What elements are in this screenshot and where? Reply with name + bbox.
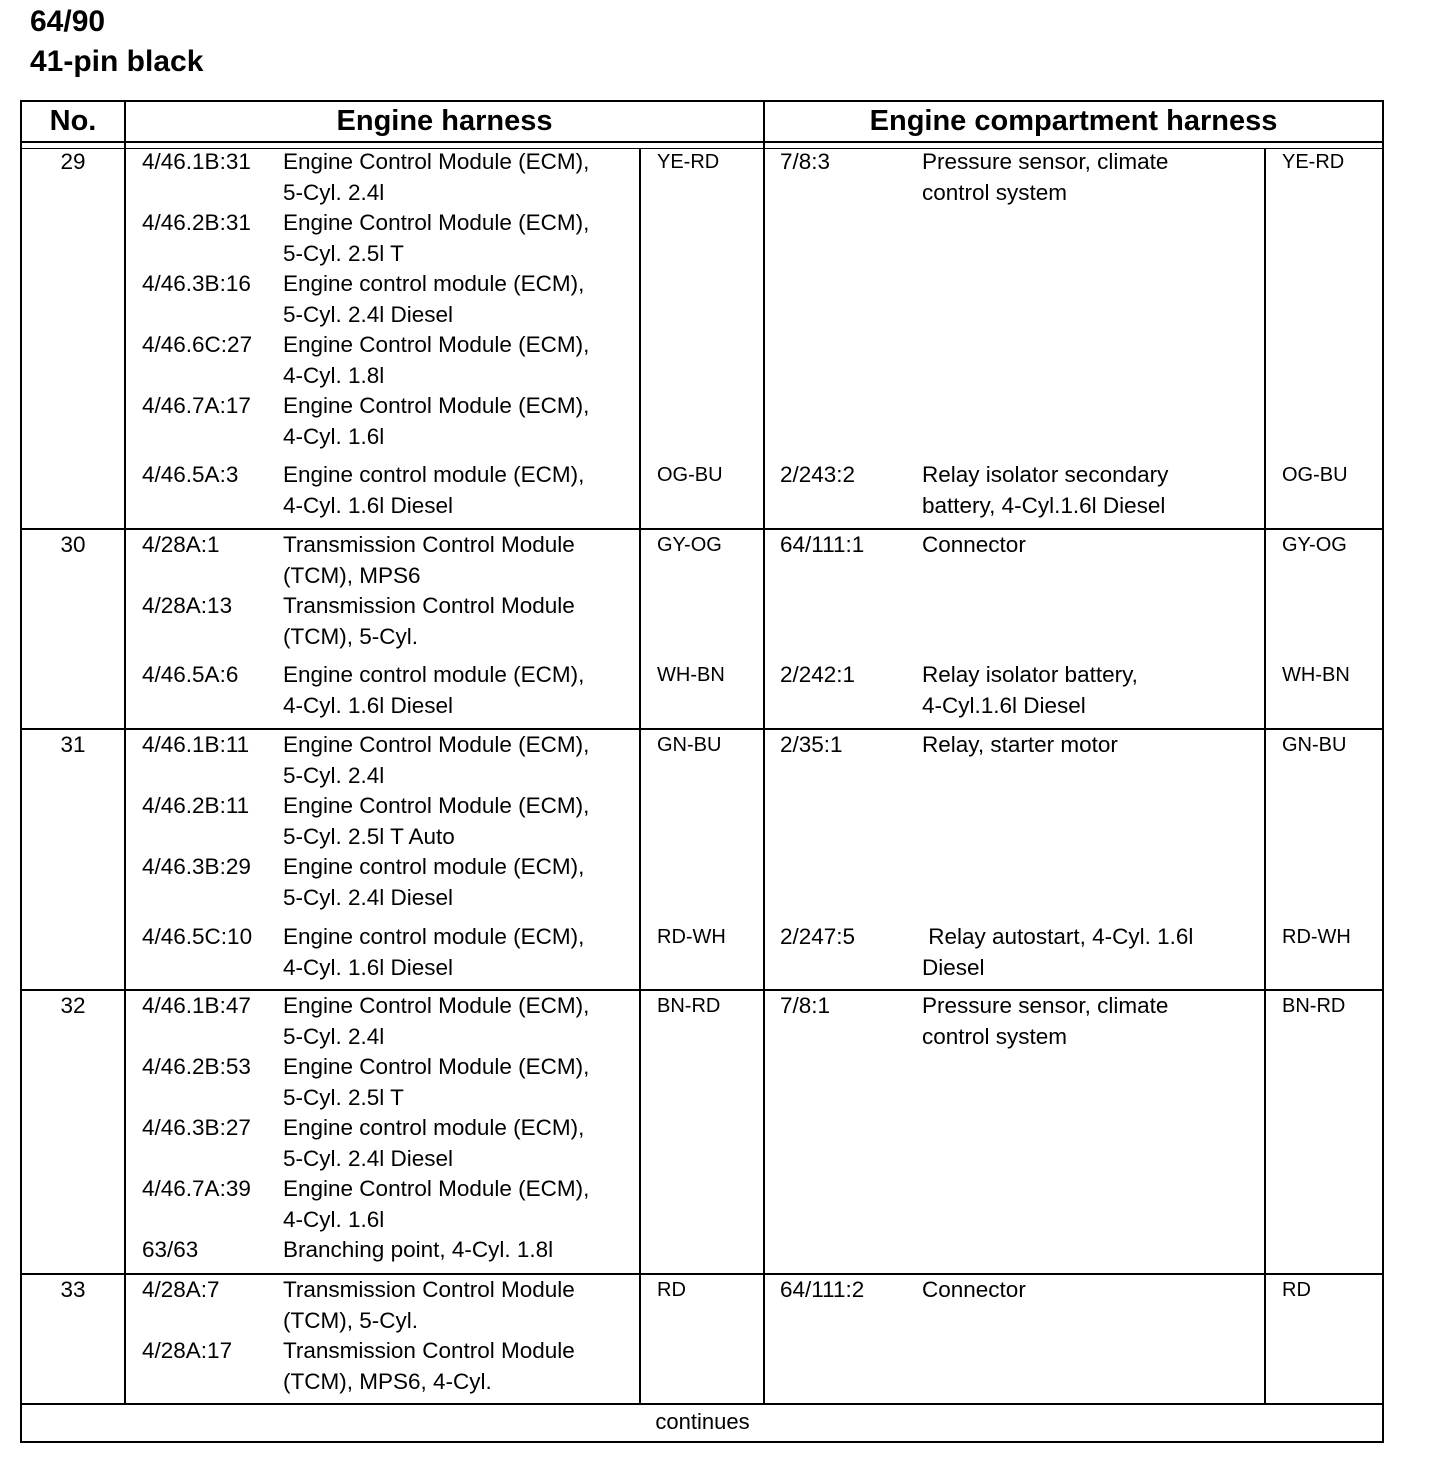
- table-right-border: [1382, 100, 1384, 1443]
- component-desc: Pressure sensor, climate: [922, 149, 1169, 174]
- component-desc: Engine control module (ECM),: [283, 854, 585, 879]
- component-desc: (TCM), 5-Cyl.: [283, 624, 418, 649]
- column-divider: [763, 100, 765, 1404]
- component-desc: Engine control module (ECM),: [283, 462, 585, 487]
- component-desc: Relay isolator battery,: [922, 662, 1138, 687]
- component-desc: 4-Cyl.1.6l Diesel: [922, 693, 1086, 718]
- pin-ref: 7/8:1: [780, 993, 831, 1018]
- wire-color: OG-BU: [657, 464, 723, 486]
- header-engine-compartment-harness: Engine compartment harness: [869, 105, 1278, 137]
- component-desc: 5-Cyl. 2.5l T: [283, 241, 404, 266]
- wire-color: GY-OG: [657, 534, 722, 556]
- component-desc: Engine control module (ECM),: [283, 1115, 585, 1140]
- component-desc: Relay isolator secondary: [922, 462, 1169, 487]
- pin-ref: 4/46.2B:53: [142, 1054, 251, 1079]
- connector-description: 41-pin black: [30, 45, 204, 78]
- pin-ref: 64/111:2: [780, 1277, 865, 1302]
- component-desc: Diesel: [922, 955, 985, 980]
- header-engine-harness: Engine harness: [336, 105, 553, 137]
- component-desc: 4-Cyl. 1.6l: [283, 424, 385, 449]
- pin-ref: 4/46.3B:27: [142, 1115, 251, 1140]
- pin-ref: 4/46.2B:31: [142, 210, 251, 235]
- component-desc: 4-Cyl. 1.6l Diesel: [283, 693, 454, 718]
- wire-color: RD: [1282, 1279, 1311, 1301]
- component-desc: 4-Cyl. 1.6l: [283, 1207, 385, 1232]
- component-desc: Engine Control Module (ECM),: [283, 332, 590, 357]
- pin-ref: 4/46.2B:11: [142, 793, 250, 818]
- row-number: 30: [60, 532, 86, 557]
- wire-color: BN-RD: [657, 995, 721, 1017]
- continues-note: continues: [655, 1409, 750, 1434]
- component-desc: 5-Cyl. 2.5l T: [283, 1085, 404, 1110]
- component-desc: 5-Cyl. 2.4l Diesel: [283, 885, 454, 910]
- wire-color: RD-WH: [657, 926, 726, 948]
- wire-color: WH-BN: [1282, 664, 1350, 686]
- pin-ref: 63/63: [142, 1237, 199, 1262]
- component-desc: 5-Cyl. 2.4l Diesel: [283, 1146, 454, 1171]
- wire-color: YE-RD: [1282, 151, 1345, 173]
- pin-ref: 4/46.1B:31: [142, 149, 251, 174]
- column-divider: [639, 148, 641, 1404]
- row-separator: [21, 1273, 1384, 1275]
- wire-color: BN-RD: [1282, 995, 1346, 1017]
- component-desc: Engine Control Module (ECM),: [283, 1176, 590, 1201]
- wire-color: GN-BU: [657, 734, 722, 756]
- component-desc: (TCM), MPS6: [283, 563, 421, 588]
- component-desc: 5-Cyl. 2.4l: [283, 180, 385, 205]
- pin-ref: 4/46.1B:11: [142, 732, 250, 757]
- column-divider: [1264, 148, 1266, 1404]
- component-desc: 5-Cyl. 2.4l Diesel: [283, 302, 454, 327]
- component-desc: Engine control module (ECM),: [283, 924, 585, 949]
- pin-ref: 4/46.5C:10: [142, 924, 253, 949]
- wire-color: GN-BU: [1282, 734, 1347, 756]
- component-desc: control system: [922, 1024, 1068, 1049]
- row-number: 33: [60, 1277, 86, 1302]
- row-number: 29: [60, 149, 86, 174]
- pin-ref: 4/46.7A:17: [142, 393, 251, 418]
- component-desc: Transmission Control Module: [283, 532, 575, 557]
- pin-ref: 64/111:1: [780, 532, 865, 557]
- component-desc: Transmission Control Module: [283, 593, 575, 618]
- component-desc: Engine control module (ECM),: [283, 662, 585, 687]
- component-desc: 4-Cyl. 1.8l: [283, 363, 385, 388]
- pin-ref: 4/28A:7: [142, 1277, 220, 1302]
- pin-ref: 4/46.5A:6: [142, 662, 239, 687]
- table-left-border: [20, 100, 22, 1443]
- pin-ref: 2/247:5: [780, 924, 856, 949]
- component-desc: Engine Control Module (ECM),: [283, 393, 590, 418]
- wire-color: WH-BN: [657, 664, 725, 686]
- pin-ref: 4/46.3B:29: [142, 854, 251, 879]
- wire-color: RD-WH: [1282, 926, 1351, 948]
- pin-ref: 4/46.5A:3: [142, 462, 239, 487]
- component-desc: (TCM), 5-Cyl.: [283, 1308, 418, 1333]
- component-desc: Transmission Control Module: [283, 1338, 575, 1363]
- component-desc: Connector: [922, 532, 1026, 557]
- wire-color: GY-OG: [1282, 534, 1347, 556]
- component-desc: Relay autostart, 4-Cyl. 1.6l: [922, 924, 1194, 949]
- component-desc: Engine Control Module (ECM),: [283, 210, 590, 235]
- pin-ref: 2/243:2: [780, 462, 856, 487]
- component-desc: 5-Cyl. 2.4l: [283, 763, 385, 788]
- component-desc: Connector: [922, 1277, 1026, 1302]
- component-desc: 4-Cyl. 1.6l Diesel: [283, 493, 454, 518]
- connector-id: 64/90: [30, 5, 106, 38]
- row-number: 32: [60, 993, 86, 1018]
- pin-ref: 2/242:1: [780, 662, 856, 687]
- component-desc: (TCM), MPS6, 4-Cyl.: [283, 1369, 492, 1394]
- component-desc: Engine Control Module (ECM),: [283, 732, 590, 757]
- pin-ref: 4/46.6C:27: [142, 332, 253, 357]
- pin-ref: 4/28A:17: [142, 1338, 233, 1363]
- component-desc: battery, 4-Cyl.1.6l Diesel: [922, 493, 1166, 518]
- component-desc: Engine Control Module (ECM),: [283, 1054, 590, 1079]
- component-desc: control system: [922, 180, 1068, 205]
- component-desc: Engine control module (ECM),: [283, 271, 585, 296]
- wire-color: OG-BU: [1282, 464, 1348, 486]
- pin-ref: 4/46.7A:39: [142, 1176, 251, 1201]
- component-desc: 5-Cyl. 2.5l T Auto: [283, 824, 455, 849]
- pin-ref: 4/28A:13: [142, 593, 233, 618]
- component-desc: Engine Control Module (ECM),: [283, 993, 590, 1018]
- pin-ref: 4/28A:1: [142, 532, 220, 557]
- component-desc: Relay, starter motor: [922, 732, 1118, 757]
- pin-ref: 4/46.1B:47: [142, 993, 251, 1018]
- component-desc: 5-Cyl. 2.4l: [283, 1024, 385, 1049]
- pin-ref: 2/35:1: [780, 732, 843, 757]
- table-bottom-border: [21, 1441, 1384, 1443]
- header-bottom-border: [21, 141, 1384, 143]
- header-no: No.: [49, 105, 97, 137]
- component-desc: Branching point, 4-Cyl. 1.8l: [283, 1237, 554, 1262]
- component-desc: Transmission Control Module: [283, 1277, 575, 1302]
- row-number: 31: [60, 732, 86, 757]
- wire-color: YE-RD: [657, 151, 720, 173]
- pin-ref: 7/8:3: [780, 149, 831, 174]
- component-desc: Engine Control Module (ECM),: [283, 149, 590, 174]
- component-desc: Pressure sensor, climate: [922, 993, 1169, 1018]
- wire-color: RD: [657, 1279, 686, 1301]
- component-desc: 4-Cyl. 1.6l Diesel: [283, 955, 454, 980]
- pin-ref: 4/46.3B:16: [142, 271, 251, 296]
- component-desc: Engine Control Module (ECM),: [283, 793, 590, 818]
